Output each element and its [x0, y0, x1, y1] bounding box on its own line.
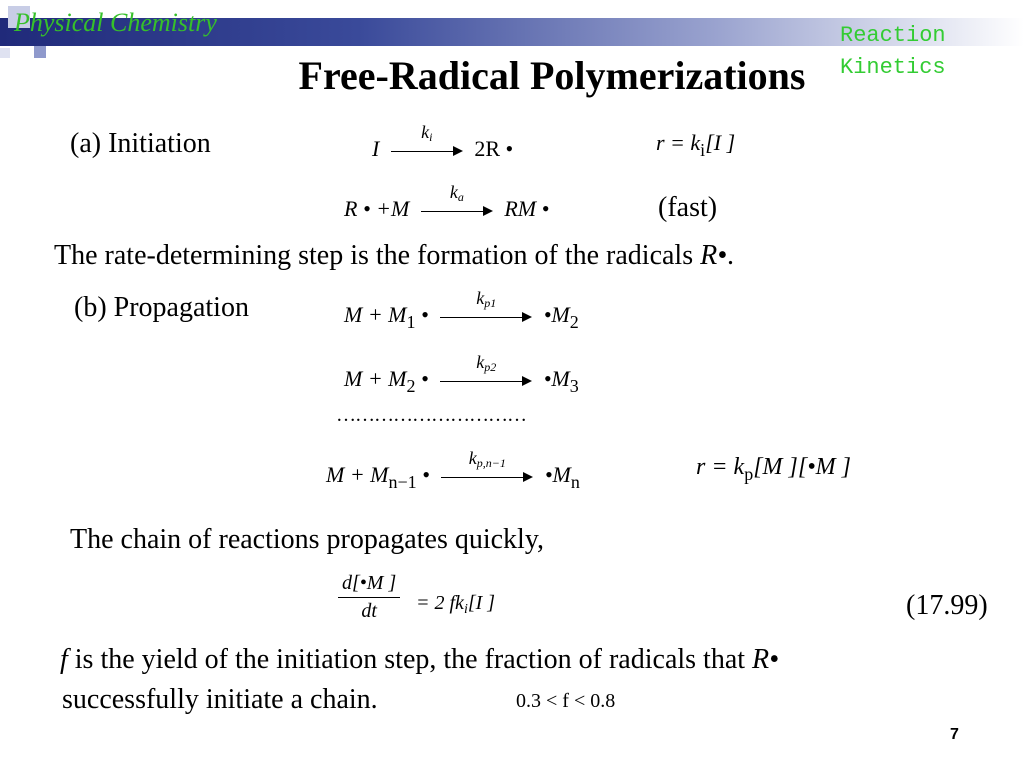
rate-constant: $k_{p2}$	[476, 351, 497, 374]
propagation-reaction-1: $M + M_1$ • $k_{p1}$ $•M_2$	[344, 287, 579, 332]
rate-fraction	[338, 572, 400, 623]
equation-rhs: = 2 $fk_i[I$ ]	[416, 592, 496, 617]
page-number: 7	[950, 726, 959, 743]
initiation-label: (a) Initiation	[70, 128, 211, 159]
propagation-label: (b) Propagation	[74, 292, 249, 323]
fraction-numerator: d[•M ]	[342, 572, 397, 594]
fast-label: (fast)	[658, 192, 718, 223]
reaction-arrow	[440, 287, 532, 324]
initiation-reaction-1: I $k_i$ 2R •	[372, 121, 514, 161]
reaction-arrow	[421, 181, 493, 218]
propagation-rate-law: $r = k_p[M$ ][•M ]	[696, 454, 851, 484]
yield-range: 0.3 < f < 0.8	[516, 690, 616, 712]
rate-constant: $k_a$	[449, 181, 464, 204]
corner-label-line: Kinetics	[840, 55, 946, 80]
brand-title: Physical Chemistry	[14, 8, 217, 37]
rds-sentence: The rate-determining step is the formation of the radicals R•.	[54, 240, 735, 271]
propagation-reaction-n: $M + M_{n-1}$ • $k_{p,n-1}$ $•M_n$	[326, 447, 580, 492]
rate-constant: $k_{p,n-1}$	[468, 447, 506, 470]
equation-number: (17.99)	[906, 590, 988, 621]
yield-sentence-line-2: successfully initiate a chain.	[62, 684, 378, 715]
ellipsis-row: …………………………	[336, 404, 526, 426]
reaction-arrow	[441, 447, 533, 484]
fraction-bar	[338, 597, 400, 598]
chain-sentence: The chain of reactions propagates quickly,	[70, 524, 545, 555]
reaction-arrow	[391, 121, 463, 158]
initiation-reaction-2: R • +M $k_a$ RM •	[344, 181, 550, 221]
slide-title: Free-Radical Polymerizations	[298, 53, 806, 98]
rate-constant: $k_{p1}$	[476, 287, 497, 310]
reaction-arrow	[440, 351, 532, 388]
corner-label-line: Reaction	[840, 23, 946, 48]
yield-sentence-line-1: f is the yield of the initiation step, the fraction of radicals that R•	[60, 644, 779, 675]
propagation-reaction-2: $M + M_2$ • $k_{p2}$ $•M_3$	[344, 351, 579, 396]
rate-constant: $k_i$	[421, 121, 433, 144]
initiation-rate-law: $r = k_i[I$ ]	[656, 130, 736, 160]
fraction-denominator: dt	[361, 600, 377, 622]
